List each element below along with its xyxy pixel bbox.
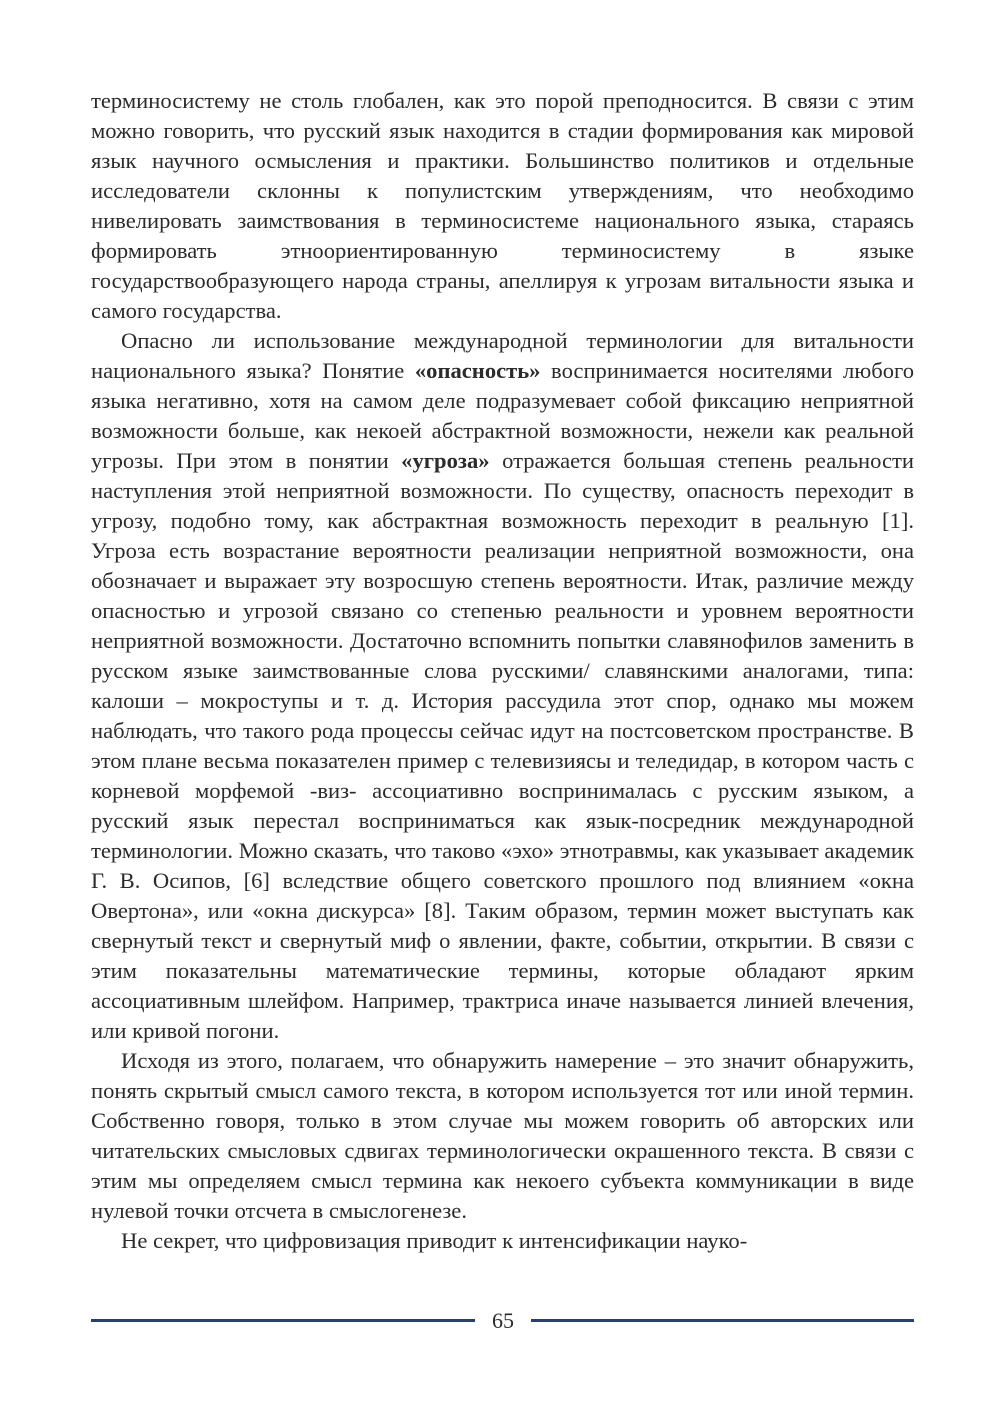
body-text: [91, 86, 914, 1256]
paragraph-digitalization: Не секрет, что цифровизация приводит к интенсификации науко-: [121, 1228, 748, 1253]
paragraph-text-segment: Опасно ли использование международной терминологии для витальности национального языка? Понятие: [91, 328, 914, 383]
paragraph-text-segment: отражается большая степень реальности наступления этой неприятной возможности. По существу, опасность переходит в угрозу, подобно тому, как абстрактная возможность переходит в реальную [1]. Угроза есть возрастание вероятности реализации неприятной возможности, она обозначает и выражает эту возросшую степень вероятности. Итак, различие между опасностью и угрозой связано со степенью реальности и уровнем вероятности неприятной возможности. Достаточно вспомнить попытки славянофилов заменить в русском языке заимствованные слова русскими/ славянскими аналогами, типа: калоши – мокроступы и т. д. История рассудила этот спор, однако мы можем наблюдать, что такого рода процессы сейчас идут на постсоветском пространстве. В этом плане весьма показателен пример с телевизиясы и теледидар, в котором часть с корневой морфемой -виз- ассоциативно воспринималась с русским языком, а русский язык перестал восприниматься как язык-посредник международной терминологии. Можно сказать, что таково «эхо» этнотравмы, как указывает академик Г. В. Осипов, [6] вследствие общего советского прошлого под влиянием «окна Овертона», или «окна дискурса» [8]. Таким образом, термин может выступать как свернутый текст и свернутый миф о явлении, факте, событии, открытии. В связи с этим показательны математические термины, которые обладают ярким ассоциативным шлейфом. Например, трактриса иначе называется линией влечения, или кривой погони.: [91, 448, 914, 1043]
footer-rule-left: [91, 1319, 475, 1322]
paragraph-intention: Исходя из этого, полагаем, что обнаружить намерение – это значит обнаружить, понять скрытый смысл самого текста, в котором используется тот или иной термин. Собственно говоря, только в этом случае мы можем говорить об авторских или читательских смысловых сдвигах терминологически окрашенного текста. В связи с этим мы определяем смысл термина как некоего субъекта коммуникации в виде нулевой точки отсчета в смыслогенезе.: [91, 1048, 914, 1223]
paragraph-continuation: терминосистему не столь глобален, как это порой преподносится. В связи с этим можно говорить, что русский язык находится в стадии формирования как мировой язык научного осмысления и практики. Большинство политиков и отдельные исследователи склонны к популистским утверждениям, что необходимо нивелировать заимствования в терминосистеме национального языка, стараясь формировать этноориентированную терминосистему в языке государствообразующего народа страны, апеллируя к угрозам витальности языка и самого государства.: [91, 88, 914, 323]
paragraph-danger-threat: [91, 326, 914, 1046]
page-number: 65: [492, 1308, 514, 1333]
page-footer: [91, 1307, 914, 1335]
footer-rule-right: [531, 1319, 914, 1322]
term-threat: «угроза»: [401, 448, 490, 473]
paragraph-text-segment: воспринимается носителями любого языка негативно, хотя на самом деле подразумевает собой фиксацию неприятной возможности больше, как некоей абстрактной возможности, нежели как реальной угрозы. При этом в понятии: [91, 358, 914, 473]
term-danger: «опасность»: [414, 358, 541, 383]
